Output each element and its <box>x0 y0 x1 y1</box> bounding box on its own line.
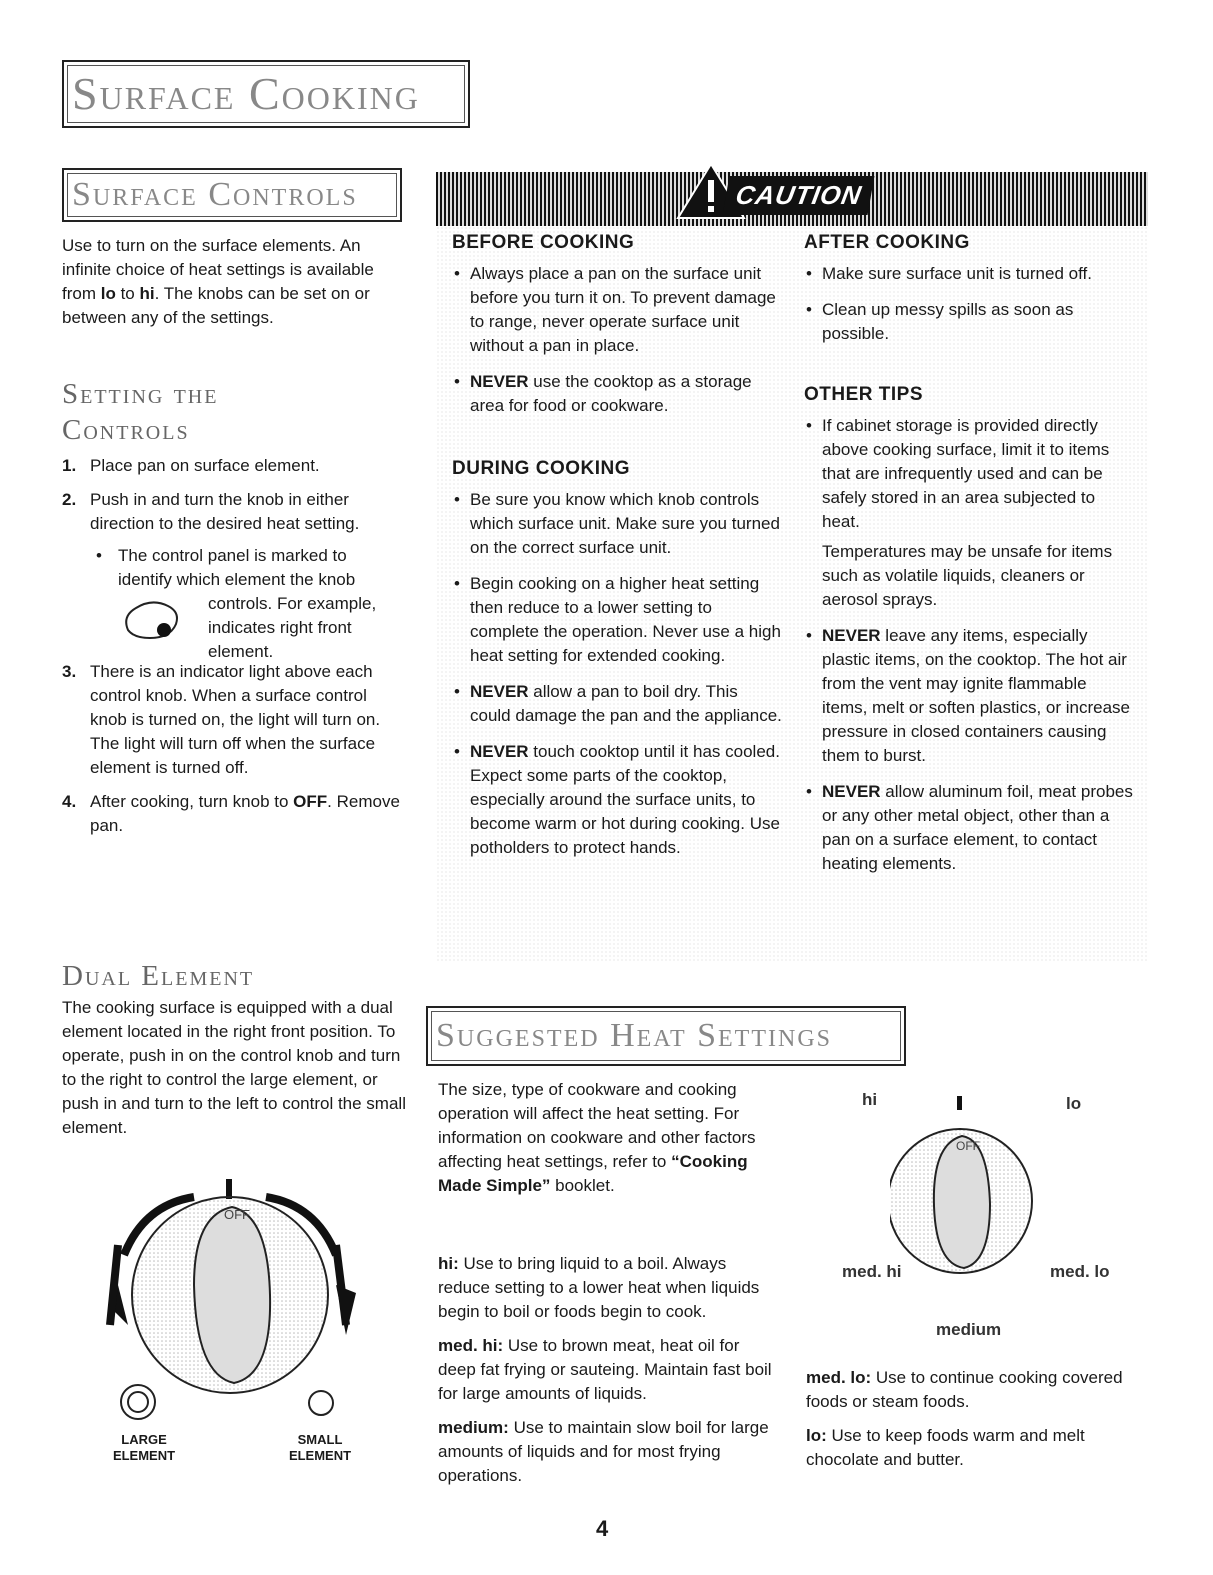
before-cooking-heading: BEFORE COOKING <box>452 232 635 253</box>
other-item: • NEVER leave any items, especially plastic items, on the cooktop. The hot air from the vent may ignite flammable items, melt or soften plastics, or increase pressure in closed containers causing them to burst. <box>804 624 1134 768</box>
dial-hi-label: hi <box>862 1090 878 1109</box>
during-item: • Be sure you know which knob controls which surface unit. Make sure you turned on the correct surface unit. <box>452 488 782 560</box>
during-item: • NEVER touch cooktop until it has cooled. Expect some parts of the cooktop, especially around the surface units, to become warm or hot during cooking. Use potholders to protect hands. <box>452 740 782 860</box>
step-1: 1. Place pan on surface element. <box>62 456 320 475</box>
right-front-element-icon <box>118 594 186 644</box>
large-element-label: LARGE ELEMENT <box>112 1432 176 1463</box>
other-item-cont: Temperatures may be unsafe for items such as volatile liquids, cleaners or aerosol sprays. <box>822 542 1113 609</box>
dual-element-knob-diagram <box>84 1175 384 1405</box>
step-2: 2. Push in and turn the knob in either direction to the desired heat setting. <box>62 490 360 533</box>
setting-lo: lo: Use to keep foods warm and melt chocolate and butter. <box>806 1426 1085 1469</box>
dial-med-hi-label: med. hi <box>842 1262 902 1281</box>
other-tips-heading: OTHER TIPS <box>804 384 924 405</box>
small-element-icon <box>304 1386 338 1420</box>
dual-element-heading: Dual Element <box>62 960 255 992</box>
after-cooking-heading: AFTER COOKING <box>804 232 970 253</box>
surface-controls-heading: Surface Controls <box>62 168 402 222</box>
other-item: • If cabinet storage is provided directly above cooking surface, limit it to items that are infrequently used and can be safely stored in an area subjected to heat. <box>804 414 1134 534</box>
setting-medium: medium: Use to maintain slow boil for large amounts of liquids and for most frying operations. <box>438 1418 769 1485</box>
heat-setting-dial <box>890 1096 1060 1286</box>
dial-lo-label: lo <box>1066 1094 1082 1113</box>
after-item: • Clean up messy spills as soon as possible. <box>804 298 1134 346</box>
before-item: • Always place a pan on the surface unit before you turn it on. To prevent damage to range, never operate surface unit without a pan in place. <box>452 262 782 358</box>
during-item: • Begin cooking on a higher heat setting then reduce to a lower setting to complete the operation. Never use a high heat setting for extended cooking. <box>452 572 782 668</box>
suggested-heat-settings-heading: Suggested Heat Settings <box>426 1006 906 1066</box>
page-title: Surface Cooking <box>62 60 470 128</box>
step-2-sub-bullet: • The control panel is marked to identify which element the knob controls. For example, indicates right front element. <box>96 546 377 661</box>
other-item: • NEVER allow aluminum foil, meat probes or any other metal object, other than a pan on a surface element, to contact heating elements. <box>804 780 1134 876</box>
caution-badge: CAUTION <box>676 158 886 222</box>
dial-medium-label: medium <box>936 1320 1002 1339</box>
during-item: • NEVER allow a pan to boil dry. This could damage the pan and the appliance. <box>452 680 782 728</box>
dial-med-lo-label: med. lo <box>1050 1262 1110 1281</box>
dual-element-text: The cooking surface is equipped with a dual element located in the right front position. To operate, push in on the control knob and turn to the right to control the large element, or push in and turn to the left to control the small element. <box>62 998 406 1137</box>
dial-off-label: OFF <box>956 1139 980 1153</box>
step-4: 4. After cooking, turn knob to OFF. Remove pan. <box>62 792 400 835</box>
setting-hi: hi: Use to bring liquid to a boil. Always reduce setting to a lower heat when liquids begin to boil or foods begin to cook. <box>438 1254 760 1321</box>
caution-left-column <box>452 232 782 872</box>
setting-med-hi: med. hi: Use to brown meat, heat oil for deep fat frying or sauteing. Maintain fast boil for large amounts of liquids. <box>438 1336 772 1403</box>
caution-right-column <box>804 232 1134 888</box>
during-cooking-heading: DURING COOKING <box>452 458 630 479</box>
small-element-label: SMALL ELEMENT <box>288 1432 352 1463</box>
suggested-intro: The size, type of cookware and cooking operation will affect the heat setting. For information on cookware and other factors affecting heat settings, refer to “Cooking Made Simple” booklet. <box>438 1080 756 1195</box>
setting-controls-heading: Setting the Controls <box>62 378 219 446</box>
suggested-left-items <box>438 1252 778 1498</box>
step-3: 3. There is an indicator light above each control knob. When a surface control knob is turned on, the light will turn on. The light will turn off when the surface element is turned off. <box>62 662 381 777</box>
large-element-icon <box>118 1382 158 1422</box>
knob-off-label: OFF <box>224 1207 250 1222</box>
before-item: • NEVER use the cooktop as a storage area for food or cookware. <box>452 370 782 418</box>
after-item: • Make sure surface unit is turned off. <box>804 262 1134 286</box>
setting-med-lo: med. lo: Use to continue cooking covered foods or steam foods. <box>806 1368 1123 1411</box>
page-number: 4 <box>596 1516 609 1541</box>
setting-steps <box>62 454 407 838</box>
surface-controls-intro: Use to turn on the surface elements. An infinite choice of heat settings is available from lo to hi. The knobs can be set on or between any of the settings. <box>62 236 374 327</box>
suggested-right-items <box>806 1366 1150 1482</box>
